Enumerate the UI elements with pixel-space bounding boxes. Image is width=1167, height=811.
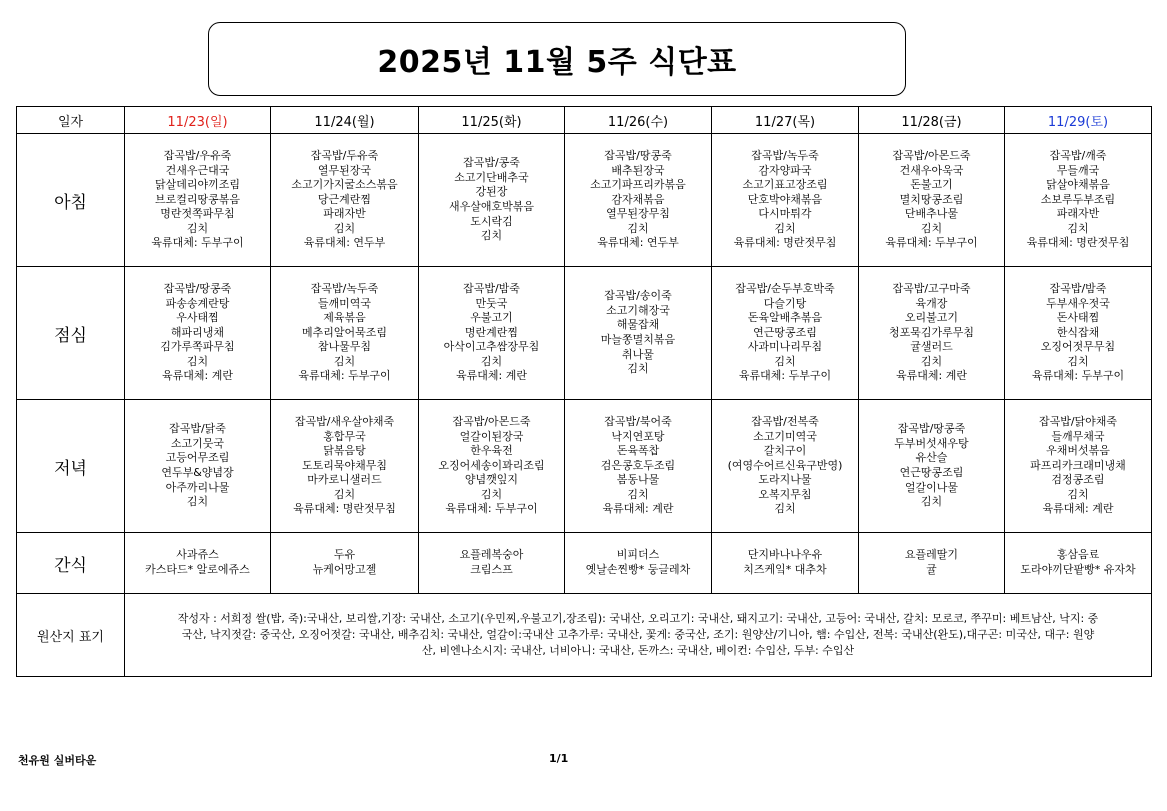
menu-item: 육류대체: 계란 [456,369,527,383]
menu-item: 닭볶음탕 [323,444,366,458]
menu-item: 마카로니샐러드 [307,473,382,487]
menu-item: 육류대체: 두부구이 [1031,369,1125,383]
menu-item: 고등어무조림 [165,451,230,465]
menu-cell-breakfast-wed [565,134,712,267]
menu-item: 김가루쪽파무침 [160,340,235,354]
day-header-wed: 11/26(수) [565,107,712,134]
menu-item: 요플레복숭아 [459,548,524,562]
menu-item: 김치 [480,487,503,501]
menu-item: 잡곡밥/북어죽 [604,414,672,428]
menu-cell-snack-wed [565,533,712,594]
day-header-sun: 11/23(일) [125,107,271,134]
menu-item: 잡곡밥/밤죽 [463,281,520,295]
menu-item: 사과쥬스 [176,548,219,562]
menu-item: 귤샐러드 [910,340,953,354]
menu-item: 멸치땅콩조림 [899,192,964,206]
menu-item: 육류대체: 두부구이 [298,369,391,383]
menu-item: 잡곡밥/땅콩죽 [604,148,672,162]
origin-row [17,594,1152,677]
menu-cell-lunch-mon [271,267,419,400]
menu-item: 연두부&양념장 [161,466,234,479]
menu-item: 아주까리나물 [165,480,230,494]
menu-item: 치즈케잌* 대추차 [743,563,827,576]
menu-item: 잡곡밥/땅콩죽 [163,281,232,295]
menu-item: 잡곡밥/우유죽 [163,148,232,162]
menu-item: 건새우아욱국 [899,163,964,177]
menu-item: 마늘쫑멸치볶음 [600,333,676,346]
menu-item: 검은콩호두조림 [600,458,676,472]
menu-item: 양념깻잎지 [464,473,519,487]
menu-item: 잡곡밥/아몬드죽 [452,414,531,428]
menu-item: 만둣국 [475,296,508,310]
origin-text-line: 산, 비엔나소시지: 국내산, 너비아니: 국내산, 돈까스: 국내산, 베이컨: 수입산, 두부: 수입산 [421,644,855,657]
menu-item: 김치 [186,221,209,235]
menu-item: 메추리알어묵조림 [301,325,387,339]
menu-item: 단배추나물 [904,207,959,221]
menu-cell-breakfast-sun [125,134,271,267]
menu-cell-snack-fri [859,533,1005,594]
menu-item: 김치 [333,487,356,501]
menu-item: 다슬기탕 [763,296,807,310]
menu-item: 김치 [774,221,796,235]
menu-item: 돈육폭찹 [616,444,660,458]
origin-label: 원산지 표기 [17,594,125,677]
menu-item: 육류대체: 두부구이 [885,236,978,250]
menu-item: 김치 [920,354,943,368]
menu-item: 잡곡밥/두유죽 [310,148,379,162]
menu-cell-dinner-thu [712,400,859,533]
menu-cell-lunch-wed [565,267,712,400]
menu-cell-snack-sun [125,533,271,594]
menu-item: 잡곡밥/밤죽 [1049,281,1107,295]
menu-item: 귤 [926,563,937,576]
menu-cell-lunch-sat [1005,267,1152,400]
menu-item: 김치 [186,354,209,368]
menu-item: 잡곡밥/녹두죽 [310,281,379,295]
menu-cell-dinner-sun [125,400,271,533]
menu-item: 육류대체: 계란 [162,369,233,383]
menu-item: 소고기미역국 [753,429,817,443]
menu-item: 검정콩조림 [1051,473,1105,487]
menu-item: 다시마튀각 [758,207,812,221]
menu-cell-snack-sat [1005,533,1152,594]
menu-item: 육류대체: 명란젓무침 [1026,236,1130,250]
menu-item: 닭살데리야끼조림 [154,178,240,192]
page-title: 2025년 11월 5주 식단표 [377,45,737,80]
menu-item: 사과미나리무침 [747,340,823,354]
origin-text-line: 작성자 : 서희정 쌀(밥, 죽):국내산, 보리쌀,기장: 국내산, 소고기(우민찌,우불고기,장조림): 국내산, 오리고기: 국내산, 돼지고기: 국내산, 고등어: 국내산, 갈치: 모로코, 쭈꾸미: 베트남산, 낙지: 중 [177,612,1099,625]
menu-item: 도토리묵야채무침 [301,458,387,472]
menu-cell-dinner-fri [859,400,1005,533]
meal-row-breakfast [17,134,1152,267]
meal-row-label: 저녁 [17,400,125,533]
meal-row-dinner [17,400,1152,533]
menu-item: 김치 [920,495,943,509]
day-header-mon: 11/24(월) [271,107,419,134]
menu-item: 김치 [1067,221,1089,235]
menu-item: 잡곡밥/깨죽 [1049,148,1107,162]
menu-item: 명란젓쪽파무침 [160,207,235,221]
day-header-thu: 11/27(목) [712,107,859,134]
menu-cell-breakfast-sat [1005,134,1152,267]
menu-item: 무들깨국 [1056,163,1100,177]
menu-item: 육류대체: 두부구이 [738,369,832,383]
menu-item: 유산슬 [915,451,948,465]
menu-item: 오징어젓무무침 [1040,340,1116,354]
menu-item: 잡곡밥/아몬드죽 [892,148,971,162]
menu-item: 돈불고기 [910,178,953,192]
menu-item: 김치 [480,229,503,243]
menu-item: 육개장 [915,296,948,310]
menu-item: 파래자반 [323,207,366,221]
menu-item: 잡곡밥/전복죽 [751,414,819,428]
menu-item: 잡곡밥/닭죽 [169,422,226,436]
origin-text-line: 국산, 낙지젓갈: 중국산, 오징어젓갈: 국내산, 배추김치: 국내산, 얼갈이:국내산 고추가루: 국내산, 꽃게: 중국산, 조기: 원양산/기니아, 햄: 수입산, 전복: 국내산(완도),대구곤: 미국산, 대구: 원양 [181,628,1095,641]
menu-item: 육류대체: 연두부 [597,236,679,250]
menu-item: 오복지무침 [758,487,812,501]
menu-item: 소보루두부조림 [1040,192,1116,206]
menu-item: 도라야끼단팥빵* 유자차 [1020,563,1136,576]
menu-item: 우불고기 [470,311,513,325]
menu-item: 강된장 [475,185,508,199]
menu-item: 열무된장국 [317,163,372,177]
menu-table [16,106,1152,677]
menu-item: 도라지나물 [758,473,812,487]
menu-item: 닭살야채볶음 [1046,178,1110,192]
menu-item: 크림스프 [470,563,513,576]
menu-item: 육류대체: 계란 [602,502,674,516]
menu-item: 육류대체: 명란젓무침 [293,502,396,516]
menu-item: 육류대체: 명란젓무침 [733,236,837,250]
menu-item: 육류대체: 두부구이 [151,236,244,250]
menu-cell-breakfast-mon [271,134,419,267]
day-header-tue: 11/25(화) [419,107,565,134]
menu-item: 김치 [1067,487,1089,501]
menu-item: 봄동나물 [616,473,660,487]
menu-item: 김치 [480,354,503,368]
menu-table-body [17,107,1152,677]
menu-item: 제육볶음 [323,311,366,325]
meal-row-snack [17,533,1152,594]
menu-item: 해파리냉채 [170,325,225,339]
menu-item: 브로컬리땅콩볶음 [154,192,240,206]
menu-item: 단호박야채볶음 [747,192,823,206]
origin-text [125,594,1152,677]
menu-item: 소고기파프리카볶음 [590,178,686,192]
menu-item: 육류대체: 연두부 [303,236,386,250]
menu-cell-breakfast-fri [859,134,1005,267]
menu-item: 김치 [627,487,649,501]
footer-page-number: 1/1 [549,752,569,765]
meal-row-label: 점심 [17,267,125,400]
menu-item: 연근땅콩조림 [753,325,817,339]
menu-item: 소고기표고장조림 [742,178,828,192]
menu-item: 김치 [627,362,649,376]
menu-item: 청포묵김가루무침 [888,325,974,339]
date-header-label: 일자 [17,107,125,134]
menu-item: 육류대체: 두부구이 [445,502,538,516]
menu-cell-dinner-wed [565,400,712,533]
menu-item: 낙지연포탕 [611,429,665,443]
menu-item: 취나물 [622,347,654,361]
menu-item: 오징어세송이꽈리조림 [438,458,545,472]
menu-item: 뉴케어망고젤 [312,563,377,576]
menu-item: 잡곡밥/송이죽 [604,289,672,303]
menu-item: 김치 [186,495,209,509]
menu-item: 들깨무채국 [1051,429,1105,443]
menu-item: 당근계란찜 [317,192,372,206]
menu-item: 두부버섯새우탕 [894,436,969,450]
menu-item: 옛날손찐빵* 둥글레차 [585,563,691,576]
menu-item: 카스타드* 알로에쥬스 [145,563,250,576]
menu-item: 오리불고기 [904,311,959,325]
menu-item: 비피더스 [616,548,660,562]
menu-item: 육류대체: 계란 [1042,502,1114,516]
day-header-sat: 11/29(토) [1005,107,1152,134]
menu-item: 김치 [774,502,796,516]
menu-item: 육류대체: 계란 [896,369,967,383]
meal-row-lunch [17,267,1152,400]
menu-item: 아삭이고추쌈장무침 [443,340,540,354]
menu-item: 소고기뭇국 [170,436,225,450]
menu-cell-snack-tue [419,533,565,594]
menu-cell-breakfast-thu [712,134,859,267]
meal-row-label: 아침 [17,134,125,267]
meal-row-label: 간식 [17,533,125,594]
menu-item: 한식잡채 [1056,325,1100,339]
menu-cell-lunch-sun [125,267,271,400]
menu-item: 돈육알배추볶음 [747,311,823,325]
menu-item: 파송송계란탕 [165,296,230,310]
menu-item: 한우육전 [470,444,513,458]
menu-item: 명란계란찜 [464,325,519,339]
menu-item: 소고기가지굴소스볶음 [291,178,398,192]
menu-item: 단지바나나우유 [747,548,823,562]
menu-item: 배추된장국 [611,163,665,177]
menu-cell-snack-mon [271,533,419,594]
menu-item: 홍삼음료 [1056,548,1100,562]
menu-cell-breakfast-tue [419,134,565,267]
menu-cell-dinner-mon [271,400,419,533]
menu-item: 들깨미역국 [317,296,372,310]
menu-item: (여영수어르신육구반영) [727,458,843,472]
menu-item: 잡곡밥/닭야채죽 [1038,414,1118,428]
menu-item: 김치 [1067,354,1089,368]
menu-item: 김치 [920,221,943,235]
menu-item: 참나물무침 [317,340,372,354]
menu-item: 잡곡밥/순두부호박죽 [735,281,835,295]
menu-item: 김치 [627,221,649,235]
footer-org: 천유원 실버타운 [18,754,97,767]
menu-item: 연근땅콩조림 [899,466,964,479]
menu-item: 요플레딸기 [904,548,959,562]
menu-item: 잡곡밥/새우살야채죽 [294,414,395,428]
menu-item: 얼갈이된장국 [459,429,524,443]
menu-item: 우사태찜 [176,311,219,325]
menu-item: 두부새우젓국 [1046,296,1110,310]
menu-cell-lunch-fri [859,267,1005,400]
menu-item: 우채버섯볶음 [1046,444,1110,458]
menu-item: 얼갈이나물 [904,480,959,494]
menu-item: 김치 [774,354,796,368]
menu-cell-lunch-thu [712,267,859,400]
menu-item: 잡곡밥/땅콩죽 [897,422,966,436]
menu-cell-lunch-tue [419,267,565,400]
menu-item: 잡곡밥/녹두죽 [751,148,819,162]
menu-item: 감자양파국 [758,163,812,177]
menu-item: 돈사태찜 [1056,311,1100,325]
menu-item: 잡곡밥/고구마죽 [892,281,971,295]
menu-cell-dinner-tue [419,400,565,533]
menu-item: 파프리카크래미냉채 [1030,458,1126,472]
menu-item: 김치 [333,354,356,368]
menu-item: 김치 [333,221,356,235]
menu-item: 건새우근대국 [165,163,230,177]
menu-item: 열무된장무침 [606,207,670,221]
menu-item: 잡곡밥/콩죽 [463,156,520,170]
menu-item: 도시락김 [470,214,513,228]
menu-item: 소고기해장국 [606,303,670,317]
title-box [208,22,906,96]
day-header-fri: 11/28(금) [859,107,1005,134]
menu-item: 소고기단배추국 [454,170,529,184]
menu-item: 파래자반 [1056,207,1100,221]
menu-cell-dinner-sat [1005,400,1152,533]
menu-item: 해물잡채 [616,318,660,332]
menu-item: 갈치구이 [763,444,807,458]
menu-item: 감자채볶음 [611,192,665,206]
menu-item: 홍합무국 [323,429,366,443]
menu-item: 두유 [333,548,356,562]
menu-item: 새우살애호박볶음 [448,200,534,213]
menu-cell-snack-thu [712,533,859,594]
header-row [17,107,1152,134]
